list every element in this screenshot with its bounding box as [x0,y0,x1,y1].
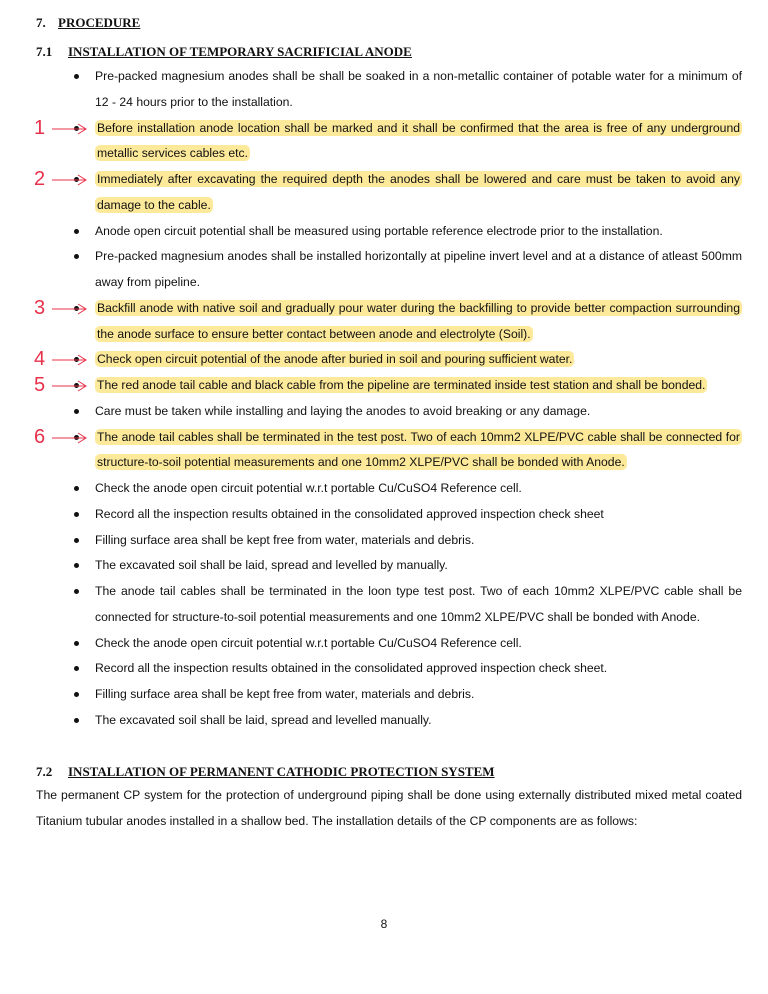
arrow-icon [50,119,90,139]
list-item [0,399,768,425]
item-text: Record all the inspection results obtained in the consolidated approved inspection check sheet. [95,661,608,676]
bullet-icon [74,74,79,79]
list-item [0,244,768,296]
annotation-number: 3 [34,296,46,319]
subsection-heading-7-2: 7.2 INSTALLATION OF PERMANENT CATHODIC PROTECTION SYSTEM [36,764,495,779]
section-paragraph: The permanent CP system for the protection of underground piping shall be done using externally distributed mixed metal coated Titanium tubular anodes installed in a shallow bed. The installation details of the CP components are as follows: [36,788,742,828]
arrow-icon [50,350,90,370]
annotation-number: 5 [34,374,46,396]
list-item [0,219,768,245]
list-item [0,708,768,734]
list-item [0,682,768,708]
highlighted-text: Before installation anode location shall be marked and it shall be confirmed that the area is free of any underground metallic services cables etc. [97,120,740,161]
highlighted-text: Backfill anode with native soil and gradually pour water during the backfilling to provide better compaction surrounding the anode surface to ensure better contact between anode and electrolyte (Soil). [97,300,740,341]
item-text: Pre-packed magnesium anodes shall be installed horizontally at pipeline invert level and at a distance of atleast 500mm away from pipeline. [95,249,742,289]
list-item [0,502,768,528]
arrow-icon [50,170,90,190]
bullet-icon [74,512,79,517]
bullet-icon [74,538,79,543]
item-text: Record all the inspection results obtained in the consolidated approved inspection check sheet [95,506,604,521]
list-item [0,373,768,399]
subsection-heading-7-1: 7.1 INSTALLATION OF TEMPORARY SACRIFICIAL ANODE [36,44,412,59]
highlighted-text: The red anode tail cable and black cable from the pipeline are terminated inside test station and shall be bonded. [97,378,706,392]
item-text: Check the anode open circuit potential w.r.t portable Cu/CuSO4 Reference cell. [95,481,522,495]
page-number: 8 [380,917,388,931]
item-text: Pre-packed magnesium anodes shall be shall be soaked in a non-metallic container of potable water for a minimum of 12 - 24 hours prior to the installation. [95,69,742,109]
annotation-number: 4 [34,348,46,371]
highlighted-text: The anode tail cables shall be terminated in the test post. Two of each 10mm2 XLPE/PVC cable shall be connected for structure-to-soil potential measurements and one 10mm2 XLPE/PVC shall be bonded with Anode. [97,429,740,470]
arrow-icon [50,428,90,448]
list-item [0,167,768,219]
item-text: Care must be taken while installing and laying the anodes to avoid breaking or any damage. [95,403,591,418]
item-text: The excavated soil shall be laid, spread and levelled by manually. [95,558,448,573]
section-heading: 7. PROCEDURE [36,15,141,30]
bullet-icon [74,718,79,723]
item-text: Filling surface area shall be kept free from water, materials and debris. [95,687,475,701]
highlighted-text: Immediately after excavating the required depth the anodes shall be lowered and care must be taken to avoid any damage to the cable. [97,172,740,212]
list-item [0,553,768,579]
bullet-icon [74,409,79,414]
arrow-icon [50,376,90,396]
list-item [0,347,768,373]
list-item [0,476,768,502]
item-text: Anode open circuit potential shall be measured using portable reference electrode prior to the installation. [95,223,663,238]
item-text: Check the anode open circuit potential w.r.t portable Cu/CuSO4 Reference cell. [95,635,522,650]
list-item [0,656,768,682]
list-item [0,579,768,631]
bullet-icon [74,563,79,568]
bullet-icon [74,589,79,594]
list-item [0,116,768,168]
item-text: Filling surface area shall be kept free from water, materials and debris. [95,532,475,547]
item-text: The anode tail cables shall be terminated in the loon type test post. Two of each 10mm2 XLPE/PVC cable shall be connected for structure-to-soil potential measurements and one 10mm2 XLPE/PVC shall be bonded with Anode. [95,584,742,624]
list-item [0,631,768,657]
highlighted-text: Check open circuit potential of the anode after buried in soil and pouring sufficient water. [97,352,573,367]
arrow-icon [50,299,90,319]
list-item [0,296,768,348]
item-text: The excavated soil shall be laid, spread and levelled manually. [95,712,432,727]
procedure-list [0,64,768,734]
bullet-icon [74,486,79,491]
bullet-icon [74,254,79,259]
annotation-number: 6 [34,425,46,448]
list-item [0,64,768,116]
bullet-icon [74,229,79,234]
annotation-number: 2 [34,168,46,190]
bullet-icon [74,641,79,646]
bullet-icon [74,692,79,697]
list-item [0,425,768,477]
bullet-icon [74,666,79,671]
list-item [0,528,768,554]
annotation-number: 1 [34,116,46,139]
